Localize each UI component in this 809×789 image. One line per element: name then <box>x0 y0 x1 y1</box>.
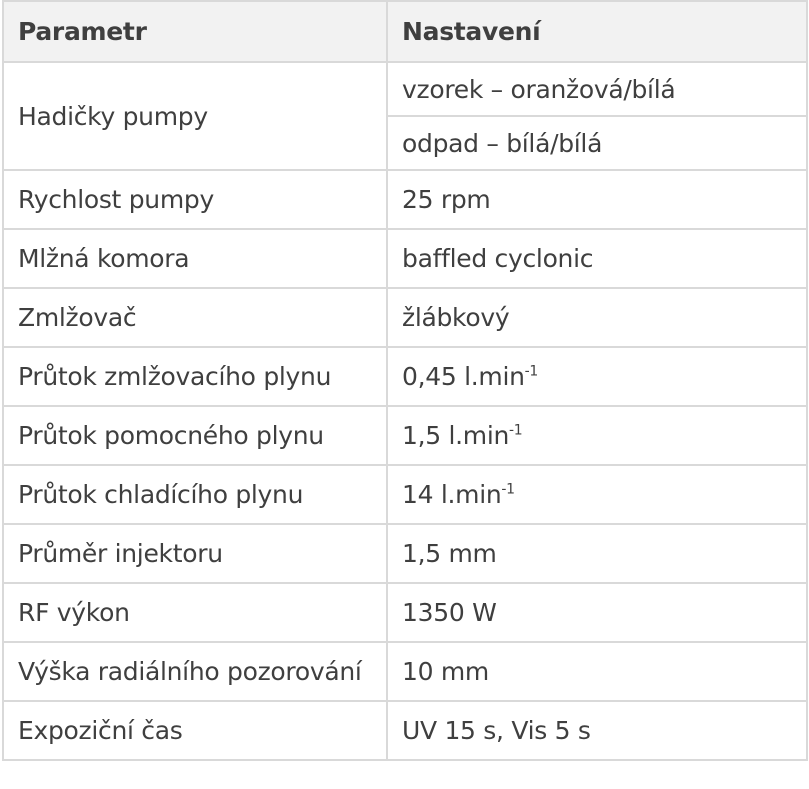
param-value: žlábkový <box>387 288 807 347</box>
param-label: Průtok chladícího plynu <box>3 465 387 524</box>
unit-exponent: -1 <box>509 422 523 439</box>
value-pump-tube-sample: vzorek – oranžová/bílá <box>387 62 807 116</box>
table-row <box>3 229 807 288</box>
param-value: 25 rpm <box>387 170 807 229</box>
param-label: Rychlost pumpy <box>3 170 387 229</box>
value-text: 1,5 l.min <box>402 421 510 450</box>
table-row <box>3 406 807 465</box>
param-value <box>387 465 807 524</box>
table-row <box>3 62 807 116</box>
unit-exponent: -1 <box>524 363 539 380</box>
param-label: RF výkon <box>3 583 387 642</box>
table-row <box>3 524 807 583</box>
param-label: Výška radiálního pozorování <box>3 642 387 701</box>
table-row <box>3 288 807 347</box>
param-value: 10 mm <box>387 642 807 701</box>
table-row <box>3 465 807 524</box>
param-label: Zmlžovač <box>3 288 387 347</box>
header-nastaveni: Nastavení <box>387 1 807 62</box>
param-value <box>387 406 807 465</box>
param-value: 1,5 mm <box>387 524 807 583</box>
table-row <box>3 701 807 760</box>
table-row <box>3 583 807 642</box>
unit-exponent: -1 <box>501 481 515 498</box>
param-value: UV 15 s, Vis 5 s <box>387 701 807 760</box>
table-header-row <box>3 1 807 62</box>
param-value: baffled cyclonic <box>387 229 807 288</box>
param-pump-tubes: Hadičky pumpy <box>3 62 387 170</box>
value-pump-tube-waste: odpad – bílá/bílá <box>387 116 807 170</box>
table-row <box>3 170 807 229</box>
table-row <box>3 642 807 701</box>
table-row <box>3 347 807 406</box>
param-value <box>387 347 807 406</box>
param-label: Průměr injektoru <box>3 524 387 583</box>
param-label: Průtok zmlžovacího plynu <box>3 347 387 406</box>
value-text: 14 l.min <box>402 480 502 509</box>
param-label: Expoziční čas <box>3 701 387 760</box>
header-parametr: Parametr <box>3 1 387 62</box>
param-value: 1350 W <box>387 583 807 642</box>
parameters-table <box>2 0 808 761</box>
param-label: Mlžná komora <box>3 229 387 288</box>
value-text: 0,45 l.min <box>402 362 525 391</box>
param-label: Průtok pomocného plynu <box>3 406 387 465</box>
